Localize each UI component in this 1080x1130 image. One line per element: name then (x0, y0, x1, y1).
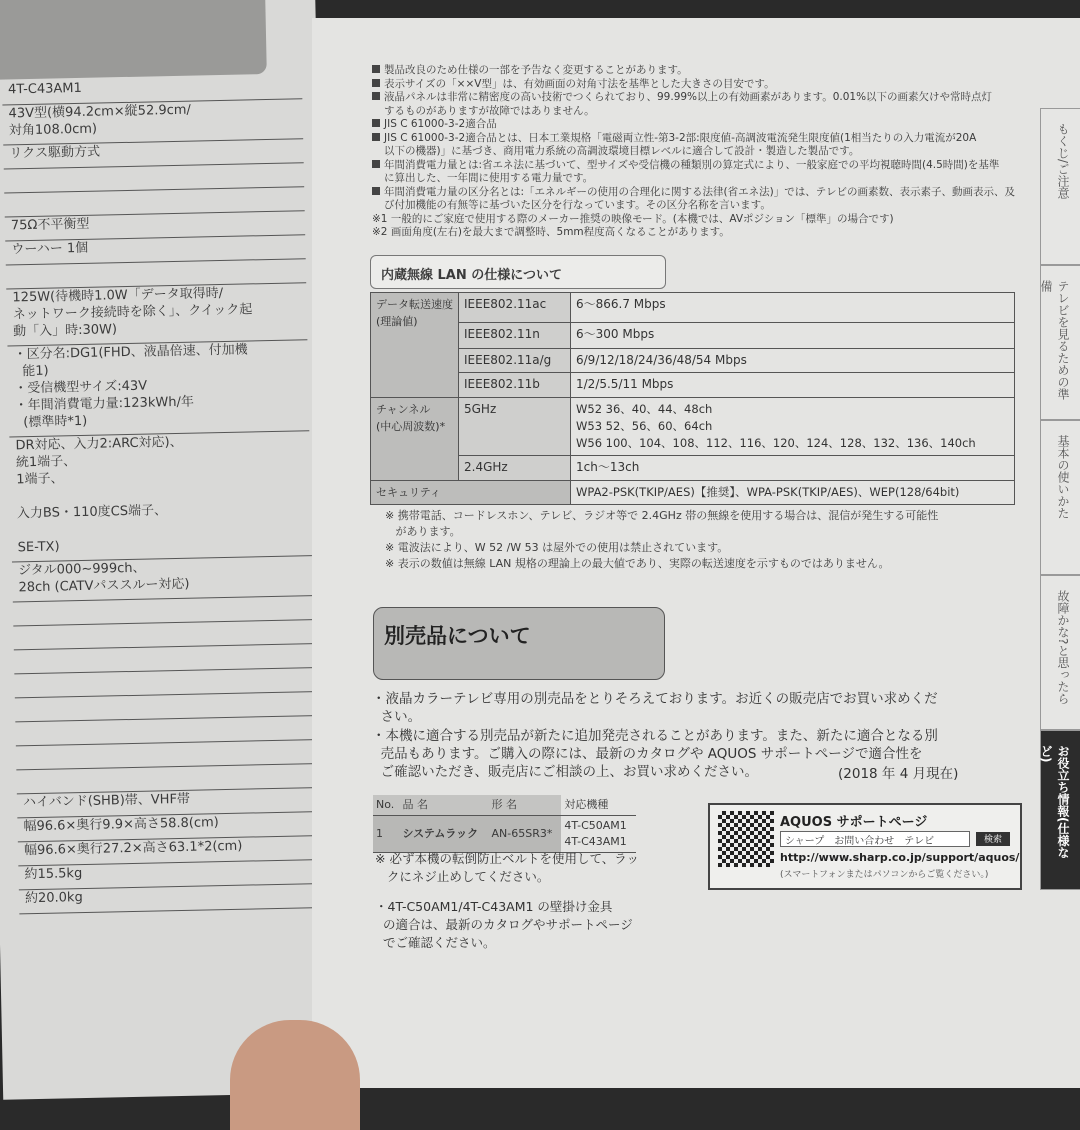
chapter-tab[interactable]: 故障かな?と思ったら (1040, 575, 1080, 730)
bullet-square-icon (372, 160, 380, 168)
spec-row: 4T-C43AM1 (2, 75, 302, 105)
spec-row: 75Ω不平衡型 (5, 211, 305, 241)
spec-row: リクス駆動方式 (3, 139, 303, 169)
bullet-square-icon (372, 79, 380, 87)
spec-note (372, 145, 1015, 159)
spec-note (372, 132, 1015, 146)
spec-notes (372, 64, 1015, 240)
search-input[interactable]: シャープ お問い合わせ テレビ (780, 831, 970, 847)
spec-row: 125W(待機時1.0W「データ取得時/ ネットワーク接続時を除く」、クイック起 動「入」時:30W) (6, 283, 307, 346)
bullet-square-icon (372, 65, 380, 73)
chapter-tab[interactable]: 基本の使いかた (1040, 420, 1080, 575)
note-text: 以下の機器)」に基づき、商用電力系統の高調波環境目標レベルに適合して設計・製造した製品です。 (384, 145, 860, 157)
spec-table-header (0, 0, 267, 80)
qr-code[interactable] (718, 811, 774, 867)
note-text: 液晶パネルは非常に精密度の高い技術でつくられており、99.99%以上の有効画素があります。0.01%以下の画素欠けや常時点灯 (384, 91, 993, 103)
lan-footnotes (385, 508, 938, 572)
spec-note (372, 199, 1015, 213)
note-text: に算出した、一年間に使用する電力量です。 (384, 172, 594, 184)
spec-row: DR対応、入力2:ARC対応)、 統1端子、 1端子、 入力BS・110度CS端子、 SE-TX) (9, 431, 312, 562)
thumb (230, 1020, 360, 1130)
spec-note (372, 64, 1015, 78)
note-text: び付加機能の有無等に基づいた区分を行なっています。その区分名称を言います。 (384, 199, 771, 211)
bullet-square-icon (372, 133, 380, 141)
spec-note (372, 118, 1015, 132)
spec-note (372, 105, 1015, 119)
spec-row: 約15.5kg (18, 860, 318, 890)
support-url[interactable]: http://www.sharp.co.jp/support/aquos/ (780, 851, 1020, 864)
spec-note (372, 213, 1015, 227)
spec-note (372, 186, 1015, 200)
note-text: JIS C 61000-3-2適合品とは、日本工業規格「電磁両立性-第3-2部:限度値-高調波電流発生限度値(1相当たりの入力電流が20A (384, 131, 977, 144)
as-of-date: (2018 年 4 月現在) (838, 766, 959, 782)
lan-footnote: があります。 (385, 525, 461, 538)
lan-footnote: ※ 携帯電話、コードレスホン、テレビ、ラジオ等で 2.4GHz 帯の無線を使用する場合は、混信が発生する可能性 (385, 509, 939, 522)
note-text: 表示サイズの「××V型」は、有効画面の対角寸法を基準とした大きさの目安です。 (384, 77, 775, 90)
support-page-box (708, 803, 1022, 890)
note-text: JIS C 61000-3-2適合品 (384, 118, 497, 130)
note-text: 年間消費電力量とは:省エネ法に基づいて、型サイズや受信機の種類別の算定式により、一般家庭での平均視聴時間(4.5時間)を基準 (384, 158, 1000, 171)
spec-row: 43V型(横94.2cm×縦52.9cm/ 対角108.0cm) (2, 99, 303, 145)
bullet-square-icon (372, 119, 380, 127)
accessories-bullet: ・本機に適合する別売品が新たに追加発売されることがあります。また、新たに適合となる別 売品もあります。ご購入の際には、最新のカタログや AQUOS サポートページで適合性を ご確認いただき、販売店にご相談の上、お買い求めください。 (372, 728, 938, 780)
spec-note (372, 78, 1015, 92)
spec-note (372, 172, 1015, 186)
spec-row: 幅96.6×奥行27.2×高さ63.1*2(cm) (18, 836, 318, 866)
note-text: 製品改良のため仕様の一部を予告なく変更することがあります。 (384, 64, 688, 76)
note-text: ※2 画面角度(左右)を最大まで調整時、5mm程度高くなることがあります。 (372, 226, 730, 238)
chapter-tab[interactable]: もくじ/ご注意 (1040, 108, 1080, 265)
rack-note: ※ 必ず本機の転倒防止ベルトを使用して、ラッ クにネジ止めしてください。 (375, 851, 639, 884)
spec-row: 約20.0kg (19, 884, 319, 914)
table-row: 1 システムラック AN-65SR3* 4T-C50AM1 4T-C43AM1 (373, 816, 636, 853)
note-text: するものがありますが故障ではありません。 (384, 104, 595, 117)
note-text: 年間消費電力量の区分名とは:「エネルギーの使用の合理化に関する法律(省エネ法)」では、テレビの画素数、表示素子、動画表示、及 (384, 185, 1016, 198)
spec-row: ・区分名:DG1(FHD、液晶倍速、付加機 能1) ・受信機型サイズ:43V ・年間消費電力量:123kWh/年 (標準時*1) (7, 340, 309, 437)
accessories-table: No. 品 名 形 名 対応機種 1 システムラック AN-65SR3* 4T-C50AM1 4T-C43AM1 (373, 795, 636, 853)
support-caption: (スマートフォンまたはパソコンからご覧ください。) (780, 870, 989, 880)
chapter-tab[interactable]: お役立ち情報(仕様など) (1040, 730, 1080, 890)
wall-mount-note: ・4T-C50AM1/4T-C43AM1 の壁掛け金具 の適合は、最新のカタログやサポートページ でご確認ください。 (375, 899, 633, 950)
support-title: AQUOS サポートページ (780, 815, 928, 830)
left-page (0, 0, 338, 1100)
chapter-tab[interactable]: テレビを見るための準備 (1040, 265, 1080, 420)
accessories-bullet: ・液晶カラーテレビ専用の別売品をとりそろえております。お近くの販売店でお買い求めくだ さい。 (372, 691, 938, 725)
bullet-square-icon (372, 187, 380, 195)
spec-note (372, 159, 1015, 173)
spec-note (372, 226, 1015, 240)
wireless-lan-spec-table: データ転送速度 (理論値) IEEE802.11ac 6～866.7 Mbps IEEE802.11n 6～300 Mbps IEEE802.11a/g 6/9/12/18/24/36/48/54 Mbps IEEE802.11b 1/2/5.5/11 Mbps チャンネル (中心周波数)* 5GHz W52 36、40、44、48ch W53 52、56、60、64ch W56 100、104、108、112、116、120、124、128、132、136、140ch 2.4GHz 1ch～13ch セキュリティ WPA2-PSK(TKIP/AES)【推奨】、WPA-PSK(TKIP/AES)、WEP(128/64bit) (370, 292, 1015, 505)
bullet-square-icon (372, 92, 380, 100)
search-button[interactable]: 検索 (976, 832, 1010, 846)
spec-row: ジタル000~999ch、 28ch (CATVパススルー対応) (12, 556, 313, 602)
lan-section-heading: 内蔵無線 LAN の仕様について (370, 255, 666, 289)
lan-footnote: ※ 電波法により、W 52 /W 53 は屋外での使用は禁止されています。 (385, 541, 729, 554)
note-text: ※1 一般的にご家庭で使用する際のメーカー推奨の映像モード。(本機では、AVポジション「標準」の場合です) (372, 212, 894, 225)
spec-row: ハイバンド(SHB)帯、VHF帯 (17, 788, 317, 818)
spec-row: 幅96.6×奥行9.9×高さ58.8(cm) (17, 812, 317, 842)
spec-note (372, 91, 1015, 105)
spec-row: ウーハー 1個 (5, 235, 305, 265)
lan-footnote: ※ 表示の数値は無線 LAN 規格の理論上の最大値であり、実際の転送速度を示すものではありません。 (385, 557, 890, 570)
accessories-heading: 別売品について (373, 607, 665, 680)
